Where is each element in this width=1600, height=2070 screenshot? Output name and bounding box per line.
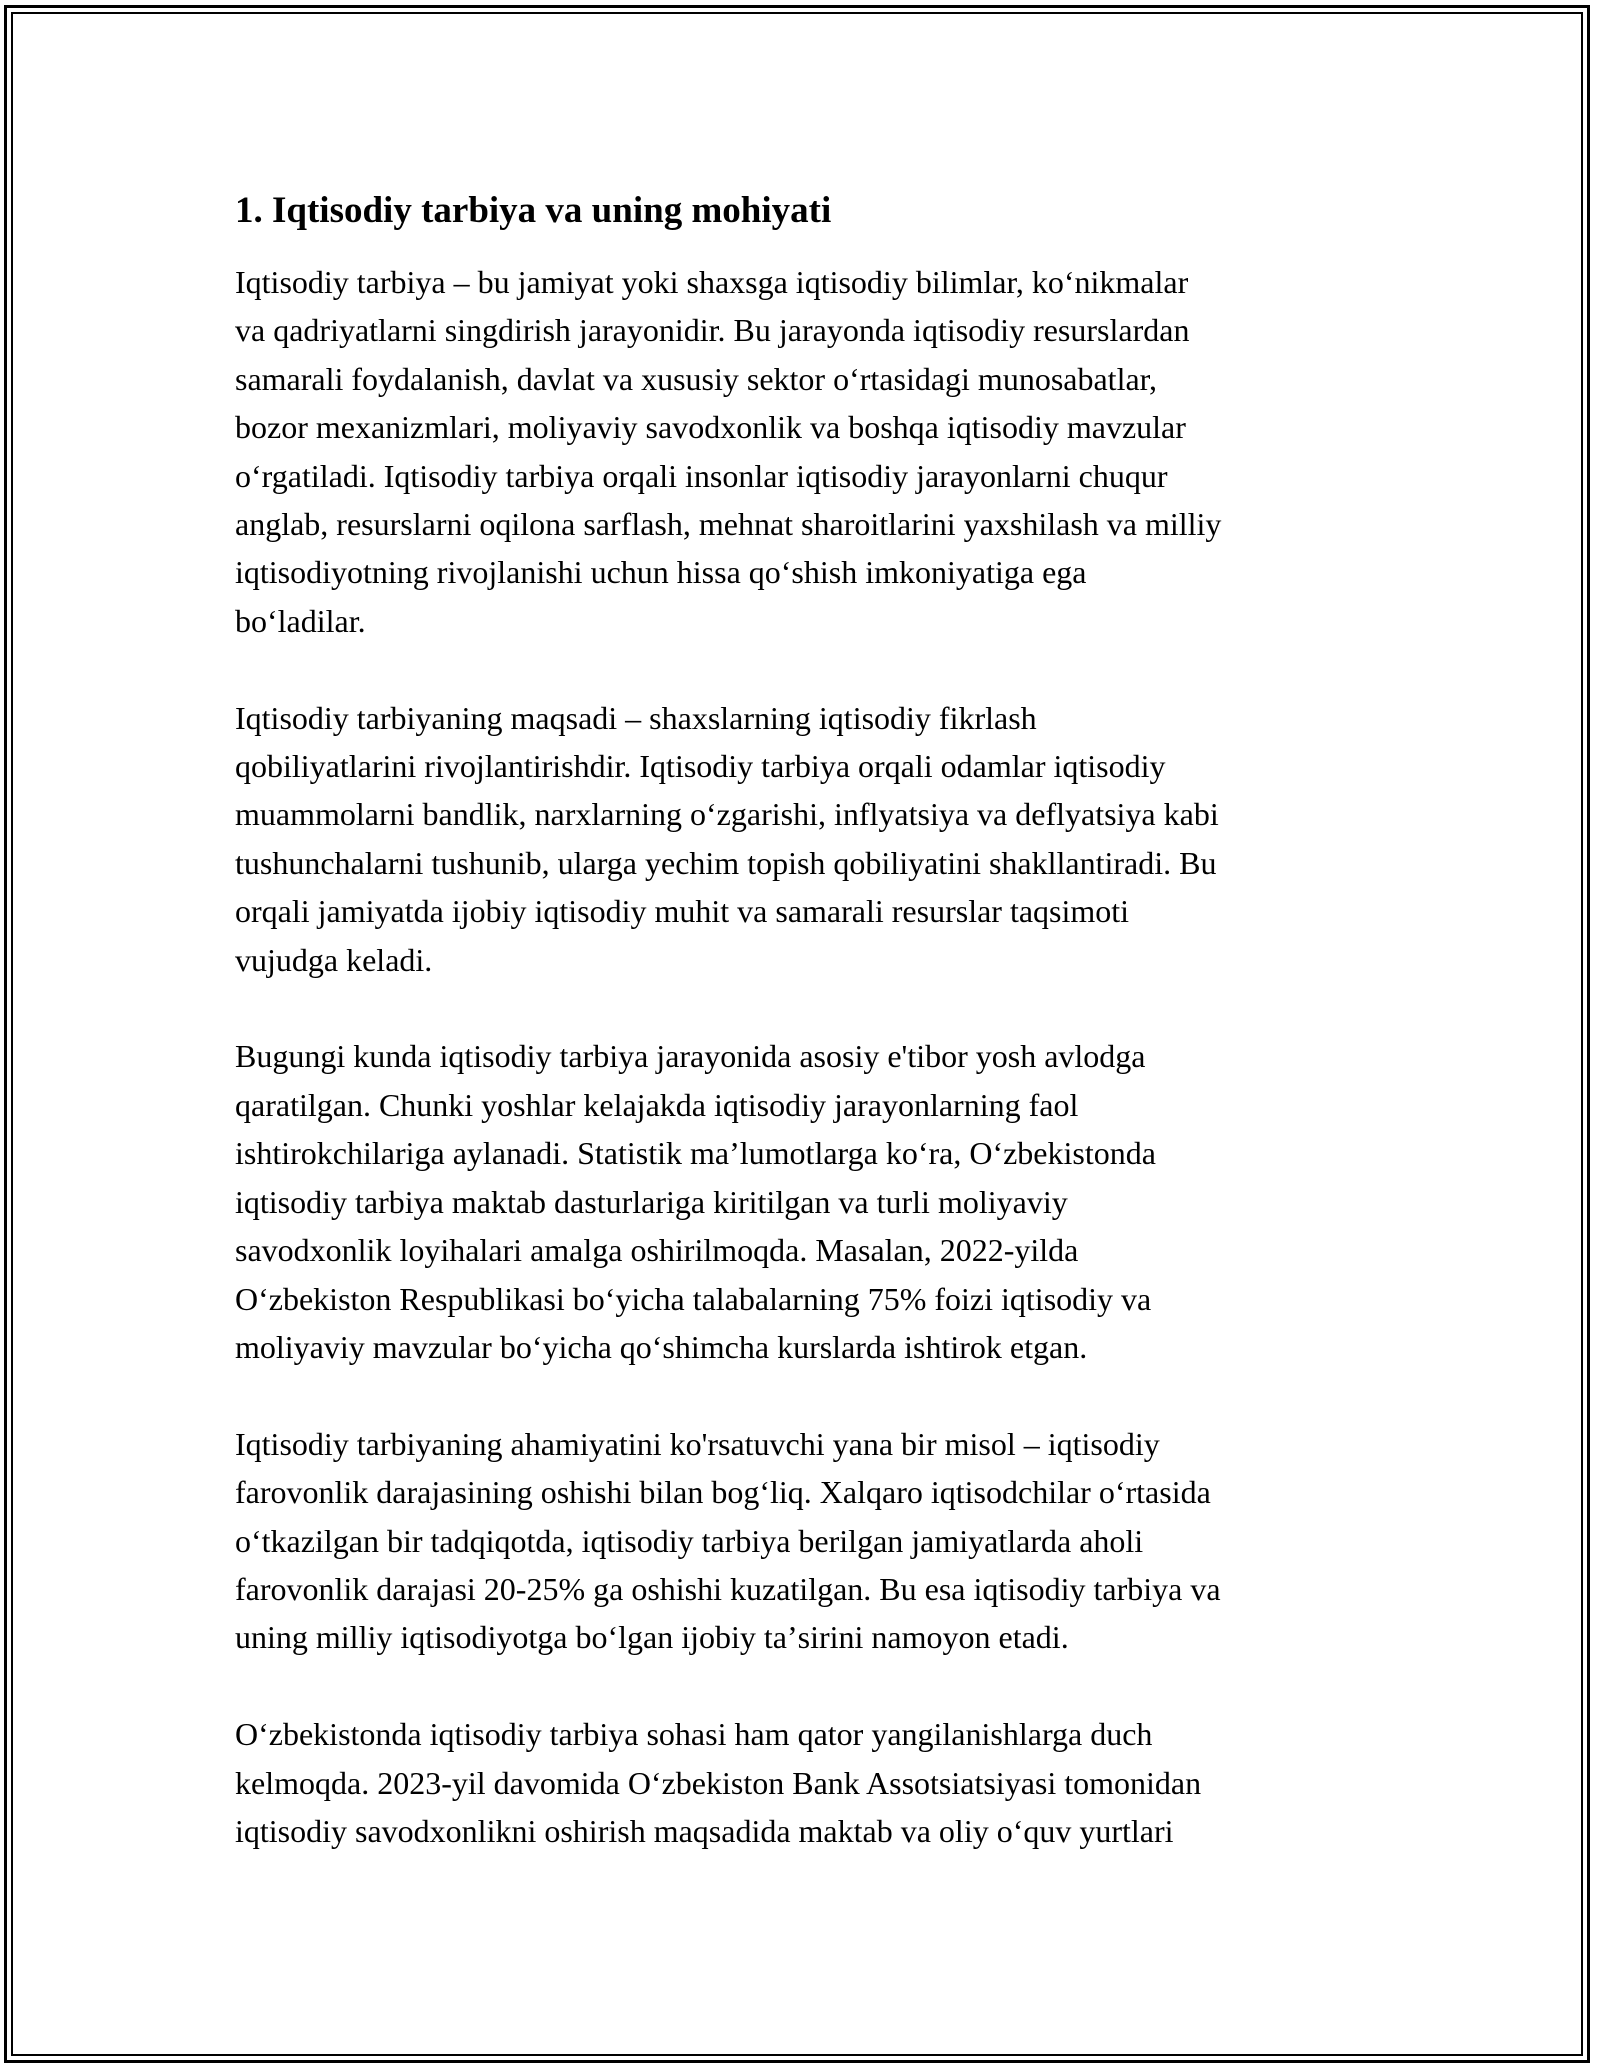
text-line: qaratilgan. Chunki yoshlar kelajakda iqtisodiy jarayonlarning faol <box>235 1086 1079 1123</box>
text-line: farovonlik darajasining oshishi bilan bogʻliq. Xalqaro iqtisodchilar oʻrtasida <box>235 1474 1211 1511</box>
document-body <box>235 188 1375 1904</box>
text-line: tushunchalarni tushunib, ularga yechim topish qobiliyatini shakllantiradi. Bu <box>235 844 1217 881</box>
text-line: iqtisodiyotning rivojlanishi uchun hissa qoʻshish imkoniyatiga ega <box>235 554 1087 591</box>
text-line: moliyaviy mavzular boʻyicha qoʻshimcha kurslarda ishtirok etgan. <box>235 1328 1088 1365</box>
paragraph-2 <box>235 694 1375 984</box>
text-line: muammolarni bandlik, narxlarning oʻzgarishi, inflyatsiya va deflyatsiya kabi <box>235 796 1219 833</box>
text-line: uning milliy iqtisodiyotga boʻlgan ijobiy taʼsirini namoyon etadi. <box>235 1619 1069 1656</box>
text-line: Oʻzbekistonda iqtisodiy tarbiya sohasi ham qator yangilanishlarga duch <box>235 1716 1153 1753</box>
text-line: anglab, resurslarni oqilona sarflash, mehnat sharoitlarini yaxshilash va milliy <box>235 506 1222 543</box>
text-line: vujudga keladi. <box>235 941 433 978</box>
section-heading: 1. Iqtisodiy tarbiya va uning mohiyati <box>235 190 832 231</box>
text-line: boʻladilar. <box>235 602 366 639</box>
paragraph-5 <box>235 1710 1375 1855</box>
text-line: farovonlik darajasi 20-25% ga oshishi kuzatilgan. Bu esa iqtisodiy tarbiya va <box>235 1570 1221 1607</box>
text-line: bozor mexanizmlari, moliyaviy savodxonlik va boshqa iqtisodiy mavzular <box>235 409 1186 446</box>
text-line: Bugungi kunda iqtisodiy tarbiya jarayonida asosiy e'tibor yosh avlodga <box>235 1038 1146 1075</box>
text-line: samarali foydalanish, davlat va xususiy sektor oʻrtasidagi munosabatlar, <box>235 360 1158 397</box>
paragraph-1 <box>235 258 1375 645</box>
text-line: orqali jamiyatda ijobiy iqtisodiy muhit va samarali resurslar taqsimoti <box>235 893 1130 930</box>
text-line: Iqtisodiy tarbiyaning ahamiyatini ko'rsatuvchi yana bir misol – iqtisodiy <box>235 1425 1160 1462</box>
text-line: iqtisodiy savodxonlikni oshirish maqsadida maktab va oliy oʻquv yurtlari <box>235 1812 1174 1849</box>
text-line: kelmoqda. 2023-yil davomida Oʻzbekiston Bank Assotsiatsiyasi tomonidan <box>235 1764 1202 1801</box>
paragraph-4 <box>235 1420 1375 1662</box>
text-line: Oʻzbekiston Respublikasi boʻyicha talabalarning 75% foizi iqtisodiy va <box>235 1280 1152 1317</box>
text-line: ishtirokchilariga aylanadi. Statistik maʼlumotlarga koʻra, Oʻzbekistonda <box>235 1135 1156 1172</box>
text-line: qobiliyatlarini rivojlantirishdir. Iqtisodiy tarbiya orqali odamlar iqtisodiy <box>235 748 1166 785</box>
paragraph-3 <box>235 1032 1375 1371</box>
text-line: Iqtisodiy tarbiya – bu jamiyat yoki shaxsga iqtisodiy bilimlar, koʻnikmalar <box>235 264 1189 300</box>
text-line: va qadriyatlarni singdirish jarayonidir. Bu jarayonda iqtisodiy resurslardan <box>235 312 1190 349</box>
text-line: savodxonlik loyihalari amalga oshirilmoqda. Masalan, 2022-yilda <box>235 1232 1079 1269</box>
text-line: oʻtkazilgan bir tadqiqotda, iqtisodiy tarbiya berilgan jamiyatlarda aholi <box>235 1522 1144 1559</box>
text-line: Iqtisodiy tarbiyaning maqsadi – shaxslarning iqtisodiy fikrlash <box>235 699 1037 736</box>
text-line: oʻrgatiladi. Iqtisodiy tarbiya orqali insonlar iqtisodiy jarayonlarni chuqur <box>235 457 1168 494</box>
text-line: iqtisodiy tarbiya maktab dasturlariga kiritilgan va turli moliyaviy <box>235 1183 1068 1220</box>
